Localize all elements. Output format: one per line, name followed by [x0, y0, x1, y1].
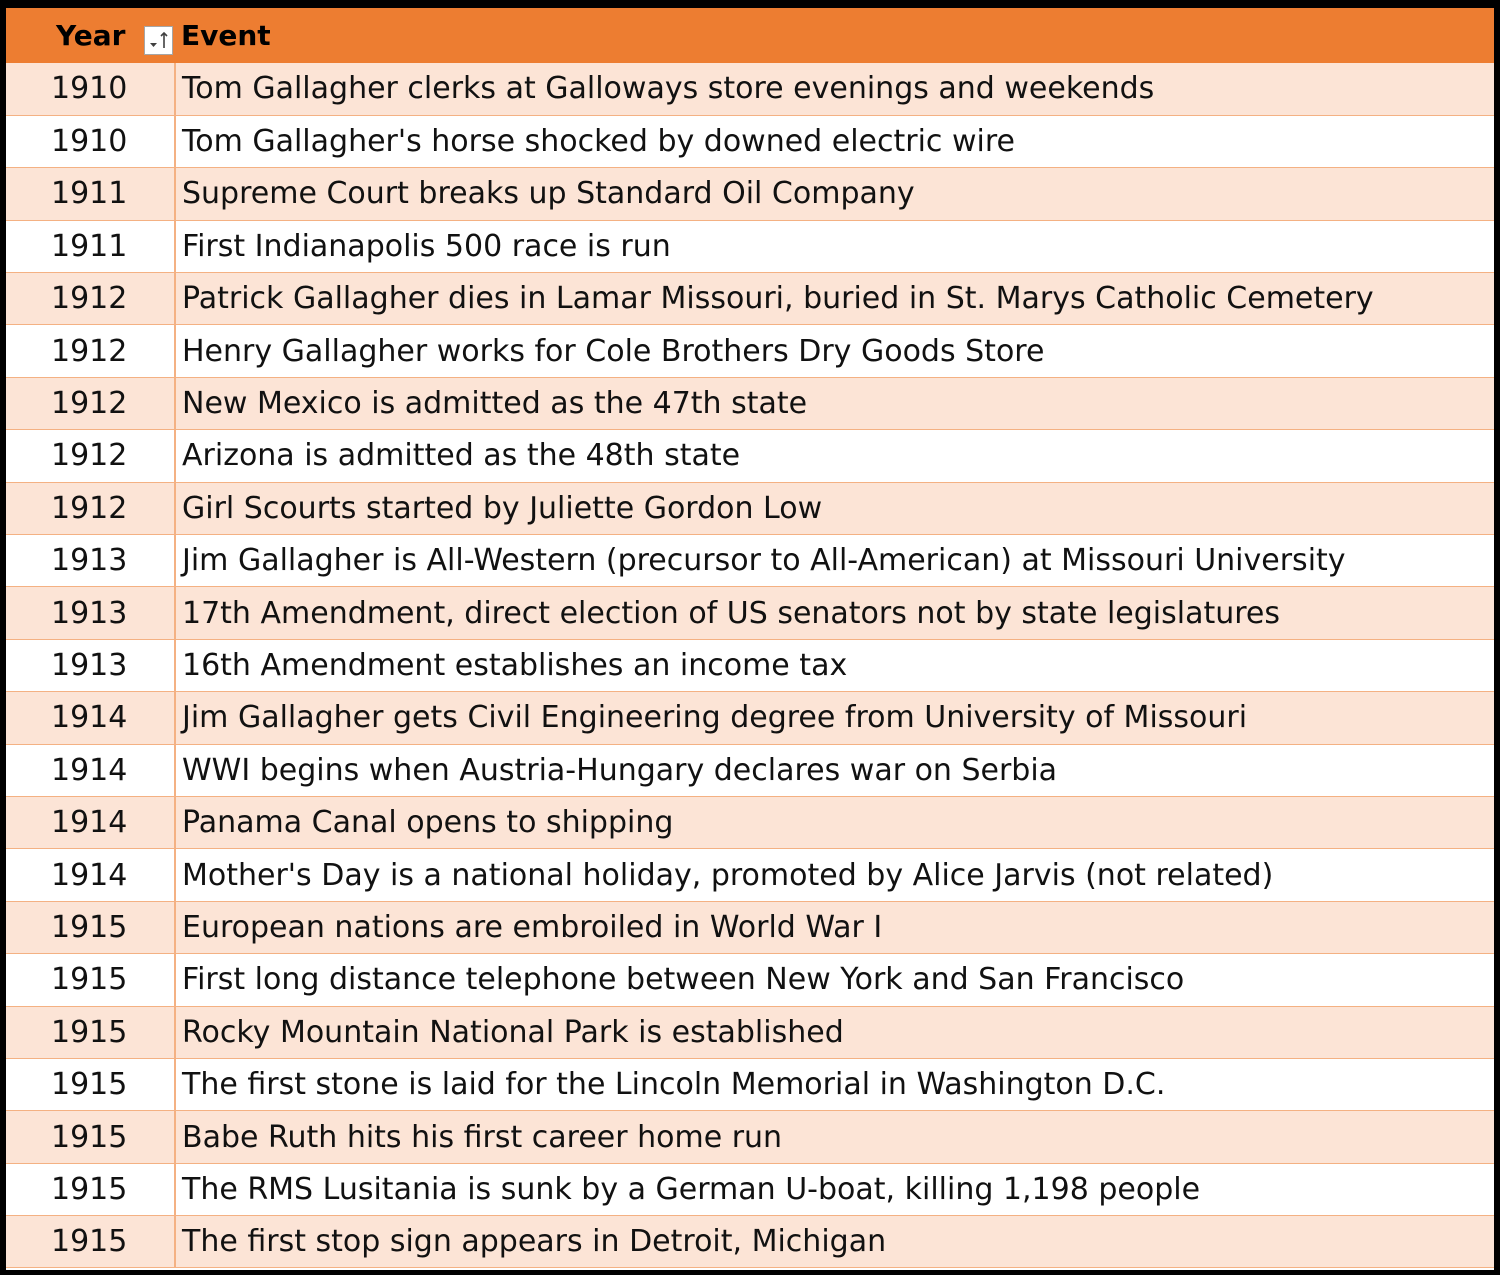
event-cell[interactable]: European nations are embroiled in World War I [175, 901, 1494, 953]
event-cell[interactable]: Girl Scourts started by Juliette Gordon Low [175, 482, 1494, 534]
table-row [6, 1058, 1494, 1110]
year-cell[interactable]: 1915 [6, 1163, 175, 1215]
year-cell[interactable]: 1915 [6, 1111, 175, 1163]
year-cell[interactable]: 1913 [6, 587, 175, 639]
year-cell[interactable]: 1912 [6, 430, 175, 482]
table-row [6, 430, 1494, 482]
event-cell[interactable]: Tom Gallagher clerks at Galloways store evenings and weekends [175, 63, 1494, 115]
event-cell[interactable]: The first stone is laid for the Lincoln Memorial in Washington D.C. [175, 1058, 1494, 1110]
table-row [6, 1006, 1494, 1058]
event-cell[interactable]: The first stop sign appears in Detroit, Michigan [175, 1216, 1494, 1268]
event-cell[interactable]: Rocky Mountain National Park is established [175, 1006, 1494, 1058]
year-cell[interactable]: 1914 [6, 744, 175, 796]
sort-ascending-filter-icon[interactable] [144, 26, 173, 55]
year-cell[interactable]: 1915 [6, 1058, 175, 1110]
event-cell[interactable]: The RMS Lusitania is sunk by a German U-boat, killing 1,198 people [175, 1163, 1494, 1215]
table-row [6, 168, 1494, 220]
table-row [6, 325, 1494, 377]
table-row [6, 639, 1494, 691]
event-cell[interactable]: WWI begins when Austria-Hungary declares war on Serbia [175, 744, 1494, 796]
table-row [6, 482, 1494, 534]
event-cell[interactable]: First Indianapolis 500 race is run [175, 220, 1494, 272]
table-row [6, 377, 1494, 429]
table-row [6, 1216, 1494, 1268]
table-body [6, 63, 1494, 1268]
table-row [6, 63, 1494, 115]
header-row [6, 8, 1494, 63]
table-row [6, 587, 1494, 639]
year-cell[interactable]: 1913 [6, 535, 175, 587]
year-cell[interactable]: 1915 [6, 1006, 175, 1058]
year-cell[interactable]: 1913 [6, 639, 175, 691]
year-cell[interactable]: 1914 [6, 849, 175, 901]
table-row [6, 744, 1494, 796]
event-header-label: Event [181, 19, 271, 52]
table-row [6, 692, 1494, 744]
table-row [6, 1111, 1494, 1163]
table-row [6, 954, 1494, 1006]
year-cell[interactable]: 1915 [6, 1216, 175, 1268]
event-cell[interactable]: Arizona is admitted as the 48th state [175, 430, 1494, 482]
table-row [6, 849, 1494, 901]
year-cell[interactable]: 1915 [6, 901, 175, 953]
timeline-table [6, 8, 1494, 1268]
event-cell[interactable]: Henry Gallagher works for Cole Brothers Dry Goods Store [175, 325, 1494, 377]
event-cell[interactable]: 16th Amendment establishes an income tax [175, 639, 1494, 691]
event-cell[interactable]: 17th Amendment, direct election of US senators not by state legislatures [175, 587, 1494, 639]
year-cell[interactable]: 1915 [6, 954, 175, 1006]
year-cell[interactable]: 1914 [6, 692, 175, 744]
event-cell[interactable]: Jim Gallagher is All-Western (precursor to All-American) at Missouri University [175, 535, 1494, 587]
year-cell[interactable]: 1911 [6, 168, 175, 220]
year-cell[interactable]: 1911 [6, 220, 175, 272]
year-cell[interactable]: 1914 [6, 796, 175, 848]
table-row [6, 901, 1494, 953]
year-cell[interactable]: 1910 [6, 63, 175, 115]
year-cell[interactable]: 1910 [6, 115, 175, 167]
table-row [6, 535, 1494, 587]
event-cell[interactable]: New Mexico is admitted as the 47th state [175, 377, 1494, 429]
event-column-header[interactable] [175, 8, 1494, 63]
year-column-header[interactable] [6, 8, 175, 63]
table-row [6, 1163, 1494, 1215]
event-cell[interactable]: First long distance telephone between New York and San Francisco [175, 954, 1494, 1006]
year-cell[interactable]: 1912 [6, 325, 175, 377]
year-cell[interactable]: 1912 [6, 482, 175, 534]
event-cell[interactable]: Supreme Court breaks up Standard Oil Company [175, 168, 1494, 220]
event-cell[interactable]: Panama Canal opens to shipping [175, 796, 1494, 848]
year-cell[interactable]: 1912 [6, 377, 175, 429]
year-header-label: Year [56, 19, 126, 52]
table-row [6, 796, 1494, 848]
event-cell[interactable]: Babe Ruth hits his first career home run [175, 1111, 1494, 1163]
table-row [6, 115, 1494, 167]
event-cell[interactable]: Jim Gallagher gets Civil Engineering degree from University of Missouri [175, 692, 1494, 744]
event-cell[interactable]: Tom Gallagher's horse shocked by downed electric wire [175, 115, 1494, 167]
event-cell[interactable]: Patrick Gallagher dies in Lamar Missouri, buried in St. Marys Catholic Cemetery [175, 273, 1494, 325]
table-row [6, 273, 1494, 325]
event-cell[interactable]: Mother's Day is a national holiday, promoted by Alice Jarvis (not related) [175, 849, 1494, 901]
table-row [6, 220, 1494, 272]
year-cell[interactable]: 1912 [6, 273, 175, 325]
